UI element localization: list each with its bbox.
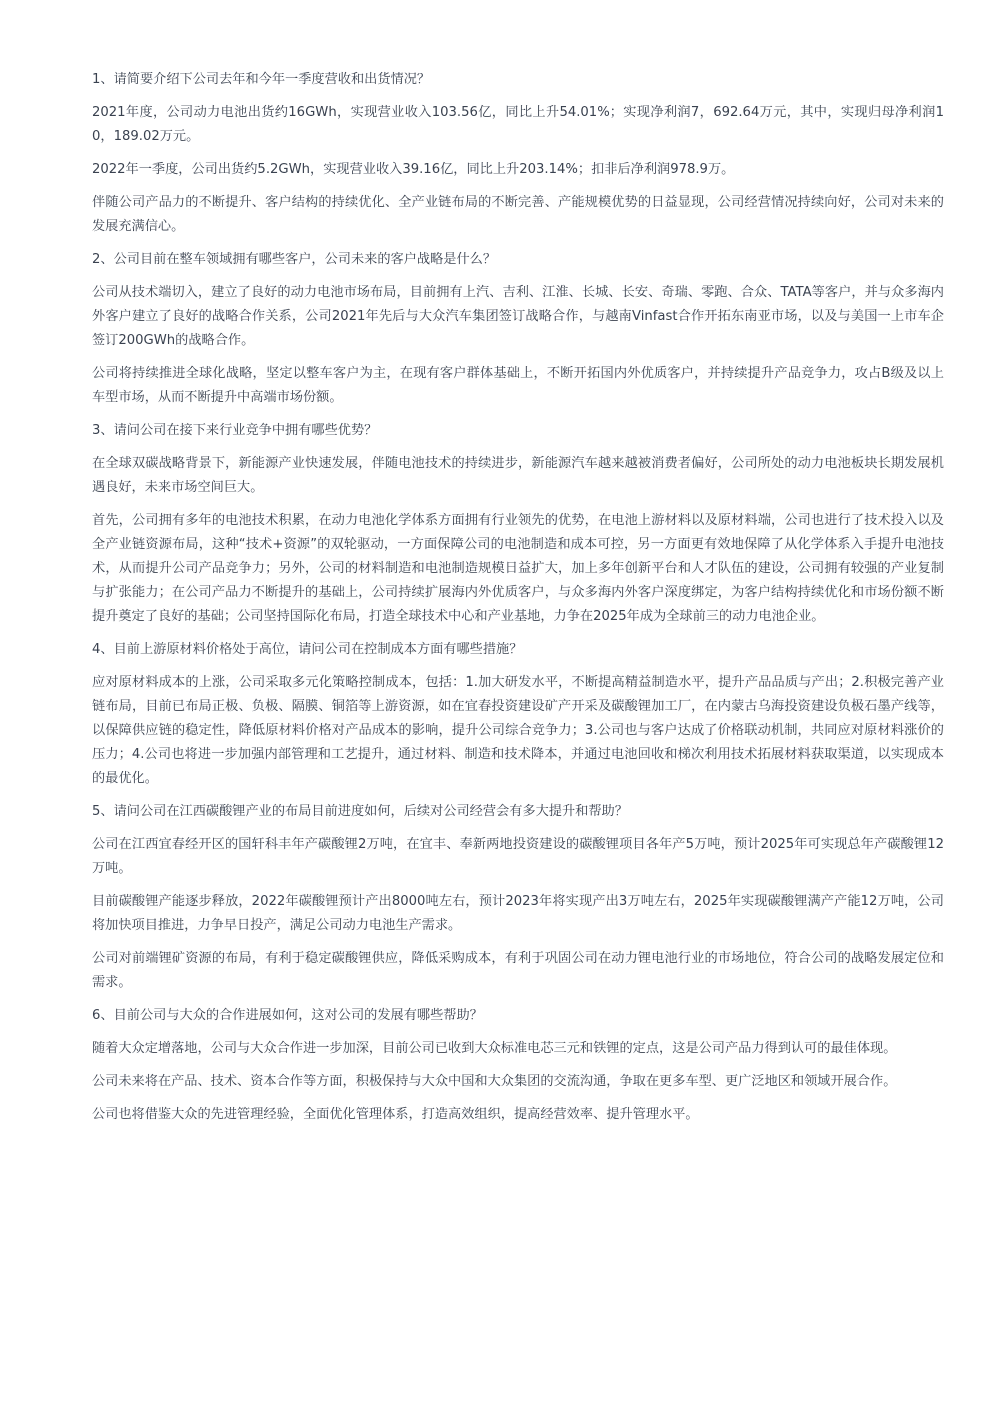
- answer-paragraph: 首先，公司拥有多年的电池技术积累，在动力电池化学体系方面拥有行业领先的优势，在电池上游材料以及原材料端，公司也进行了技术投入以及全产业链资源布局，这种“技术+资源”的双轮驱动，一方面保障公司的电池制造和成本可控，另一方面更有效地保障了从化学体系入手提升电池技术，从而提升公司产品竞争力；另外，公司的材料制造和电池制造规模日益扩大，加上多年创新平台和人才队伍的建设，公司拥有较强的产业复制与扩张能力；在公司产品力不断提升的基础上，公司持续扩展海内外优质客户，与众多海内外客户深度绑定，为客户结构持续优化和市场份额不断提升奠定了良好的基础；公司坚持国际化布局，打造全球技术中心和产业基地，力争在2025年成为全球前三的动力电池企业。: [92, 513, 944, 624]
- document-body: [92, 68, 944, 1136]
- answer-paragraph: 应对原材料成本的上涨，公司采取多元化策略控制成本，包括：1.加大研发水平，不断提高精益制造水平，提升产品品质与产出；2.积极完善产业链布局，目前已布局正极、负极、隔膜、铜箔等上游资源，如在宜春投资建设矿产开采及碳酸锂加工厂，在内蒙古乌海投资建设负极石墨产线等，以保障供应链的稳定性，降低原材料价格对产品成本的影响，提升公司综合竞争力；3.公司也与客户达成了价格联动机制，共同应对原材料涨价的压力；4.公司也将进一步加强内部管理和工艺提升，通过材料、制造和技术降本，并通过电池回收和梯次利用技术拓展材料获取渠道，以实现成本的最优化。: [92, 675, 944, 786]
- question-3: 3、请问公司在接下来行业竞争中拥有哪些优势？: [92, 423, 378, 438]
- question-5: 5、请问公司在江西碳酸锂产业的布局目前进度如何，后续对公司经营会有多大提升和帮助？: [92, 804, 628, 819]
- question-1: 1、请简要介绍下公司去年和今年一季度营收和出货情况？: [92, 72, 431, 87]
- answer-paragraph: 目前碳酸锂产能逐步释放，2022年碳酸锂预计产出8000吨左右，预计2023年将实现产出3万吨左右，2025年实现碳酸锂满产产能12万吨，公司将加快项目推进，力争早日投产，满足公司动力电池生产需求。: [92, 894, 944, 933]
- answer-paragraph: 公司对前端锂矿资源的布局，有利于稳定碳酸锂供应，降低采购成本，有利于巩固公司在动力锂电池行业的市场地位，符合公司的战略发展定位和需求。: [92, 951, 944, 990]
- answer-paragraph: 伴随公司产品力的不断提升、客户结构的持续优化、全产业链布局的不断完善、产能规模优势的日益显现，公司经营情况持续向好，公司对未来的发展充满信心。: [92, 195, 944, 234]
- question-2: 2、公司目前在整车领域拥有哪些客户，公司未来的客户战略是什么？: [92, 252, 497, 267]
- answer-paragraph: 公司从技术端切入，建立了良好的动力电池市场布局，目前拥有上汽、吉利、江淮、长城、长安、奇瑞、零跑、合众、TATA等客户，并与众多海内外客户建立了良好的战略合作关系，公司2021年先后与大众汽车集团签订战略合作，与越南Vinfast合作开拓东南亚市场，以及与美国一上市车企签订200GWh的战略合作。: [92, 285, 944, 348]
- question-6: 6、目前公司与大众的合作进展如何，这对公司的发展有哪些帮助？: [92, 1008, 483, 1023]
- answer-paragraph: 公司将持续推进全球化战略，坚定以整车客户为主，在现有客户群体基础上，不断开拓国内外优质客户，并持续提升产品竞争力，攻占B级及以上车型市场，从而不断提升中高端市场份额。: [92, 366, 944, 405]
- answer-paragraph: 2021年度，公司动力电池出货约16GWh，实现营业收入103.56亿，同比上升54.01%；实现净利润7，692.64万元，其中，实现归母净利润10，189.02万元。: [92, 105, 944, 144]
- answer-paragraph: 2022年一季度，公司出货约5.2GWh，实现营业收入39.16亿，同比上升203.14%；扣非后净利润978.9万。: [92, 162, 735, 177]
- answer-paragraph: 公司未来将在产品、技术、资本合作等方面，积极保持与大众中国和大众集团的交流沟通，争取在更多车型、更广泛地区和领域开展合作。: [92, 1074, 897, 1089]
- answer-paragraph: 公司在江西宜春经开区的国轩科丰年产碳酸锂2万吨，在宜丰、奉新两地投资建设的碳酸锂项目各年产5万吨，预计2025年可实现总年产碳酸锂12万吨。: [92, 837, 944, 876]
- answer-paragraph: 公司也将借鉴大众的先进管理经验，全面优化管理体系，打造高效组织，提高经营效率、提升管理水平。: [92, 1107, 699, 1122]
- answer-paragraph: 在全球双碳战略背景下，新能源产业快速发展，伴随电池技术的持续进步，新能源汽车越来越被消费者偏好，公司所处的动力电池板块长期发展机遇良好，未来市场空间巨大。: [92, 456, 944, 495]
- question-4: 4、目前上游原材料价格处于高位，请问公司在控制成本方面有哪些措施？: [92, 642, 523, 657]
- answer-paragraph: 随着大众定增落地，公司与大众合作进一步加深，目前公司已收到大众标准电芯三元和铁锂的定点，这是公司产品力得到认可的最佳体现。: [92, 1041, 897, 1056]
